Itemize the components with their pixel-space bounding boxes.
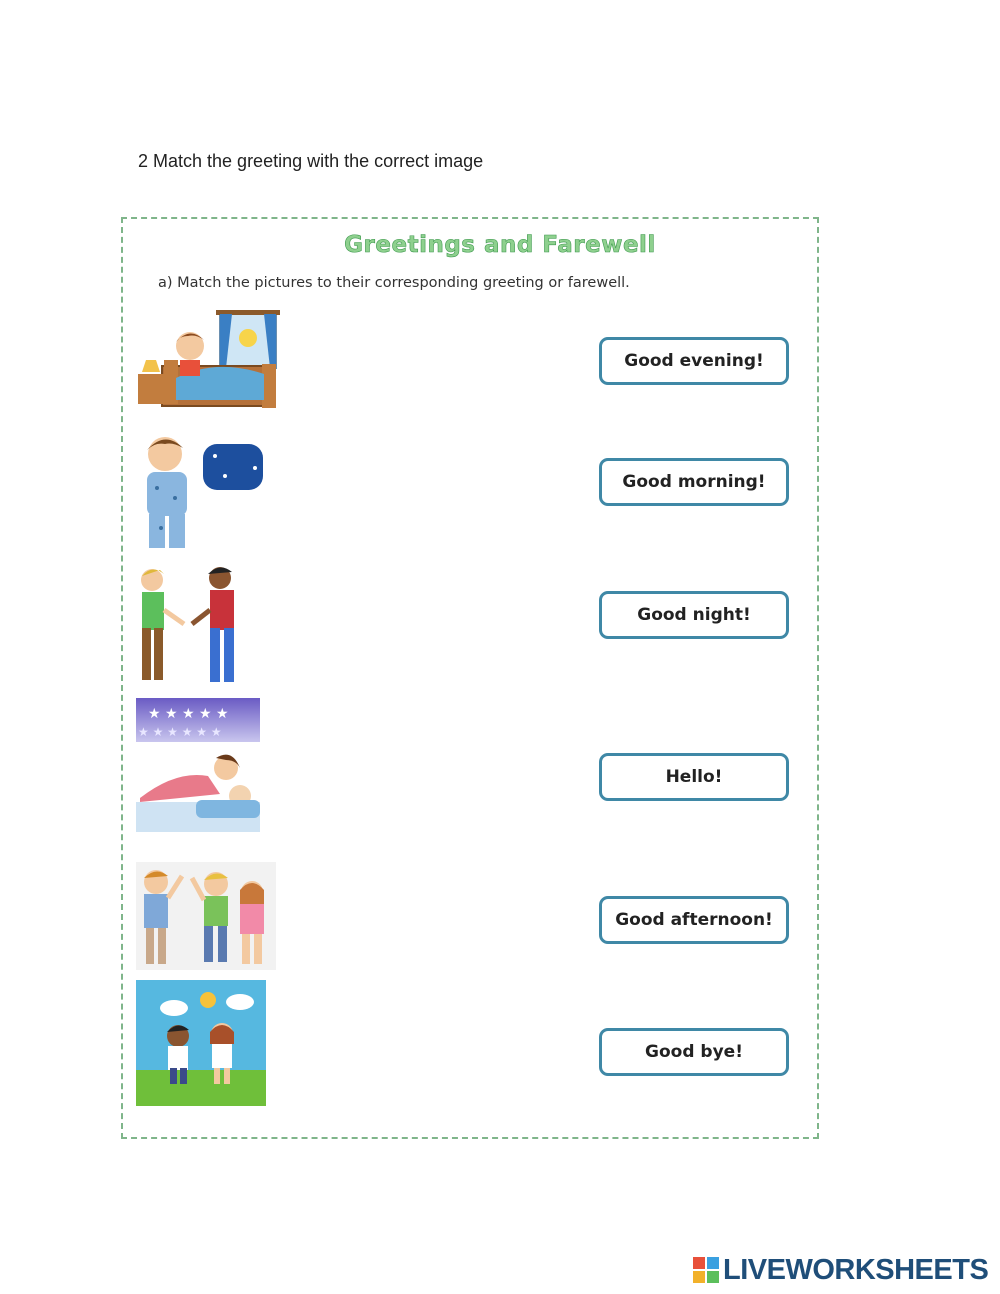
picture-children-sunny-day: [136, 980, 266, 1106]
answer-good-night[interactable]: Good night!: [599, 591, 789, 639]
exercise-instruction: 2 Match the greeting with the correct image: [138, 151, 484, 171]
picture-boy-pajamas-night: [137, 432, 267, 552]
svg-text:★ ★ ★ ★ ★ ★: ★ ★ ★ ★ ★ ★: [138, 725, 222, 739]
answer-good-morning[interactable]: Good morning!: [599, 458, 789, 506]
svg-text:★ ★ ★ ★ ★: ★ ★ ★ ★ ★: [148, 706, 229, 722]
liveworksheets-logo-icon: [693, 1257, 719, 1283]
answer-hello[interactable]: Hello!: [599, 753, 789, 801]
worksheet-subinstruction: a) Match the pictures to their corresponding greeting or farewell.: [158, 275, 630, 291]
picture-boys-shaking-hands: [136, 566, 246, 688]
worksheet-title: [0, 232, 1000, 258]
picture-boy-waking-up: [136, 308, 282, 412]
answer-good-bye[interactable]: Good bye!: [599, 1028, 789, 1076]
answer-good-afternoon[interactable]: Good afternoon!: [599, 896, 789, 944]
answer-good-evening[interactable]: Good evening!: [599, 337, 789, 385]
picture-children-waving: [136, 862, 276, 970]
liveworksheets-logo-text: LIVEWORKSHEETS: [723, 1253, 989, 1286]
picture-mother-goodnight: [136, 698, 260, 834]
worksheet-title-text: Greetings and Farewell: [344, 232, 656, 258]
liveworksheets-logo[interactable]: [693, 1253, 988, 1287]
